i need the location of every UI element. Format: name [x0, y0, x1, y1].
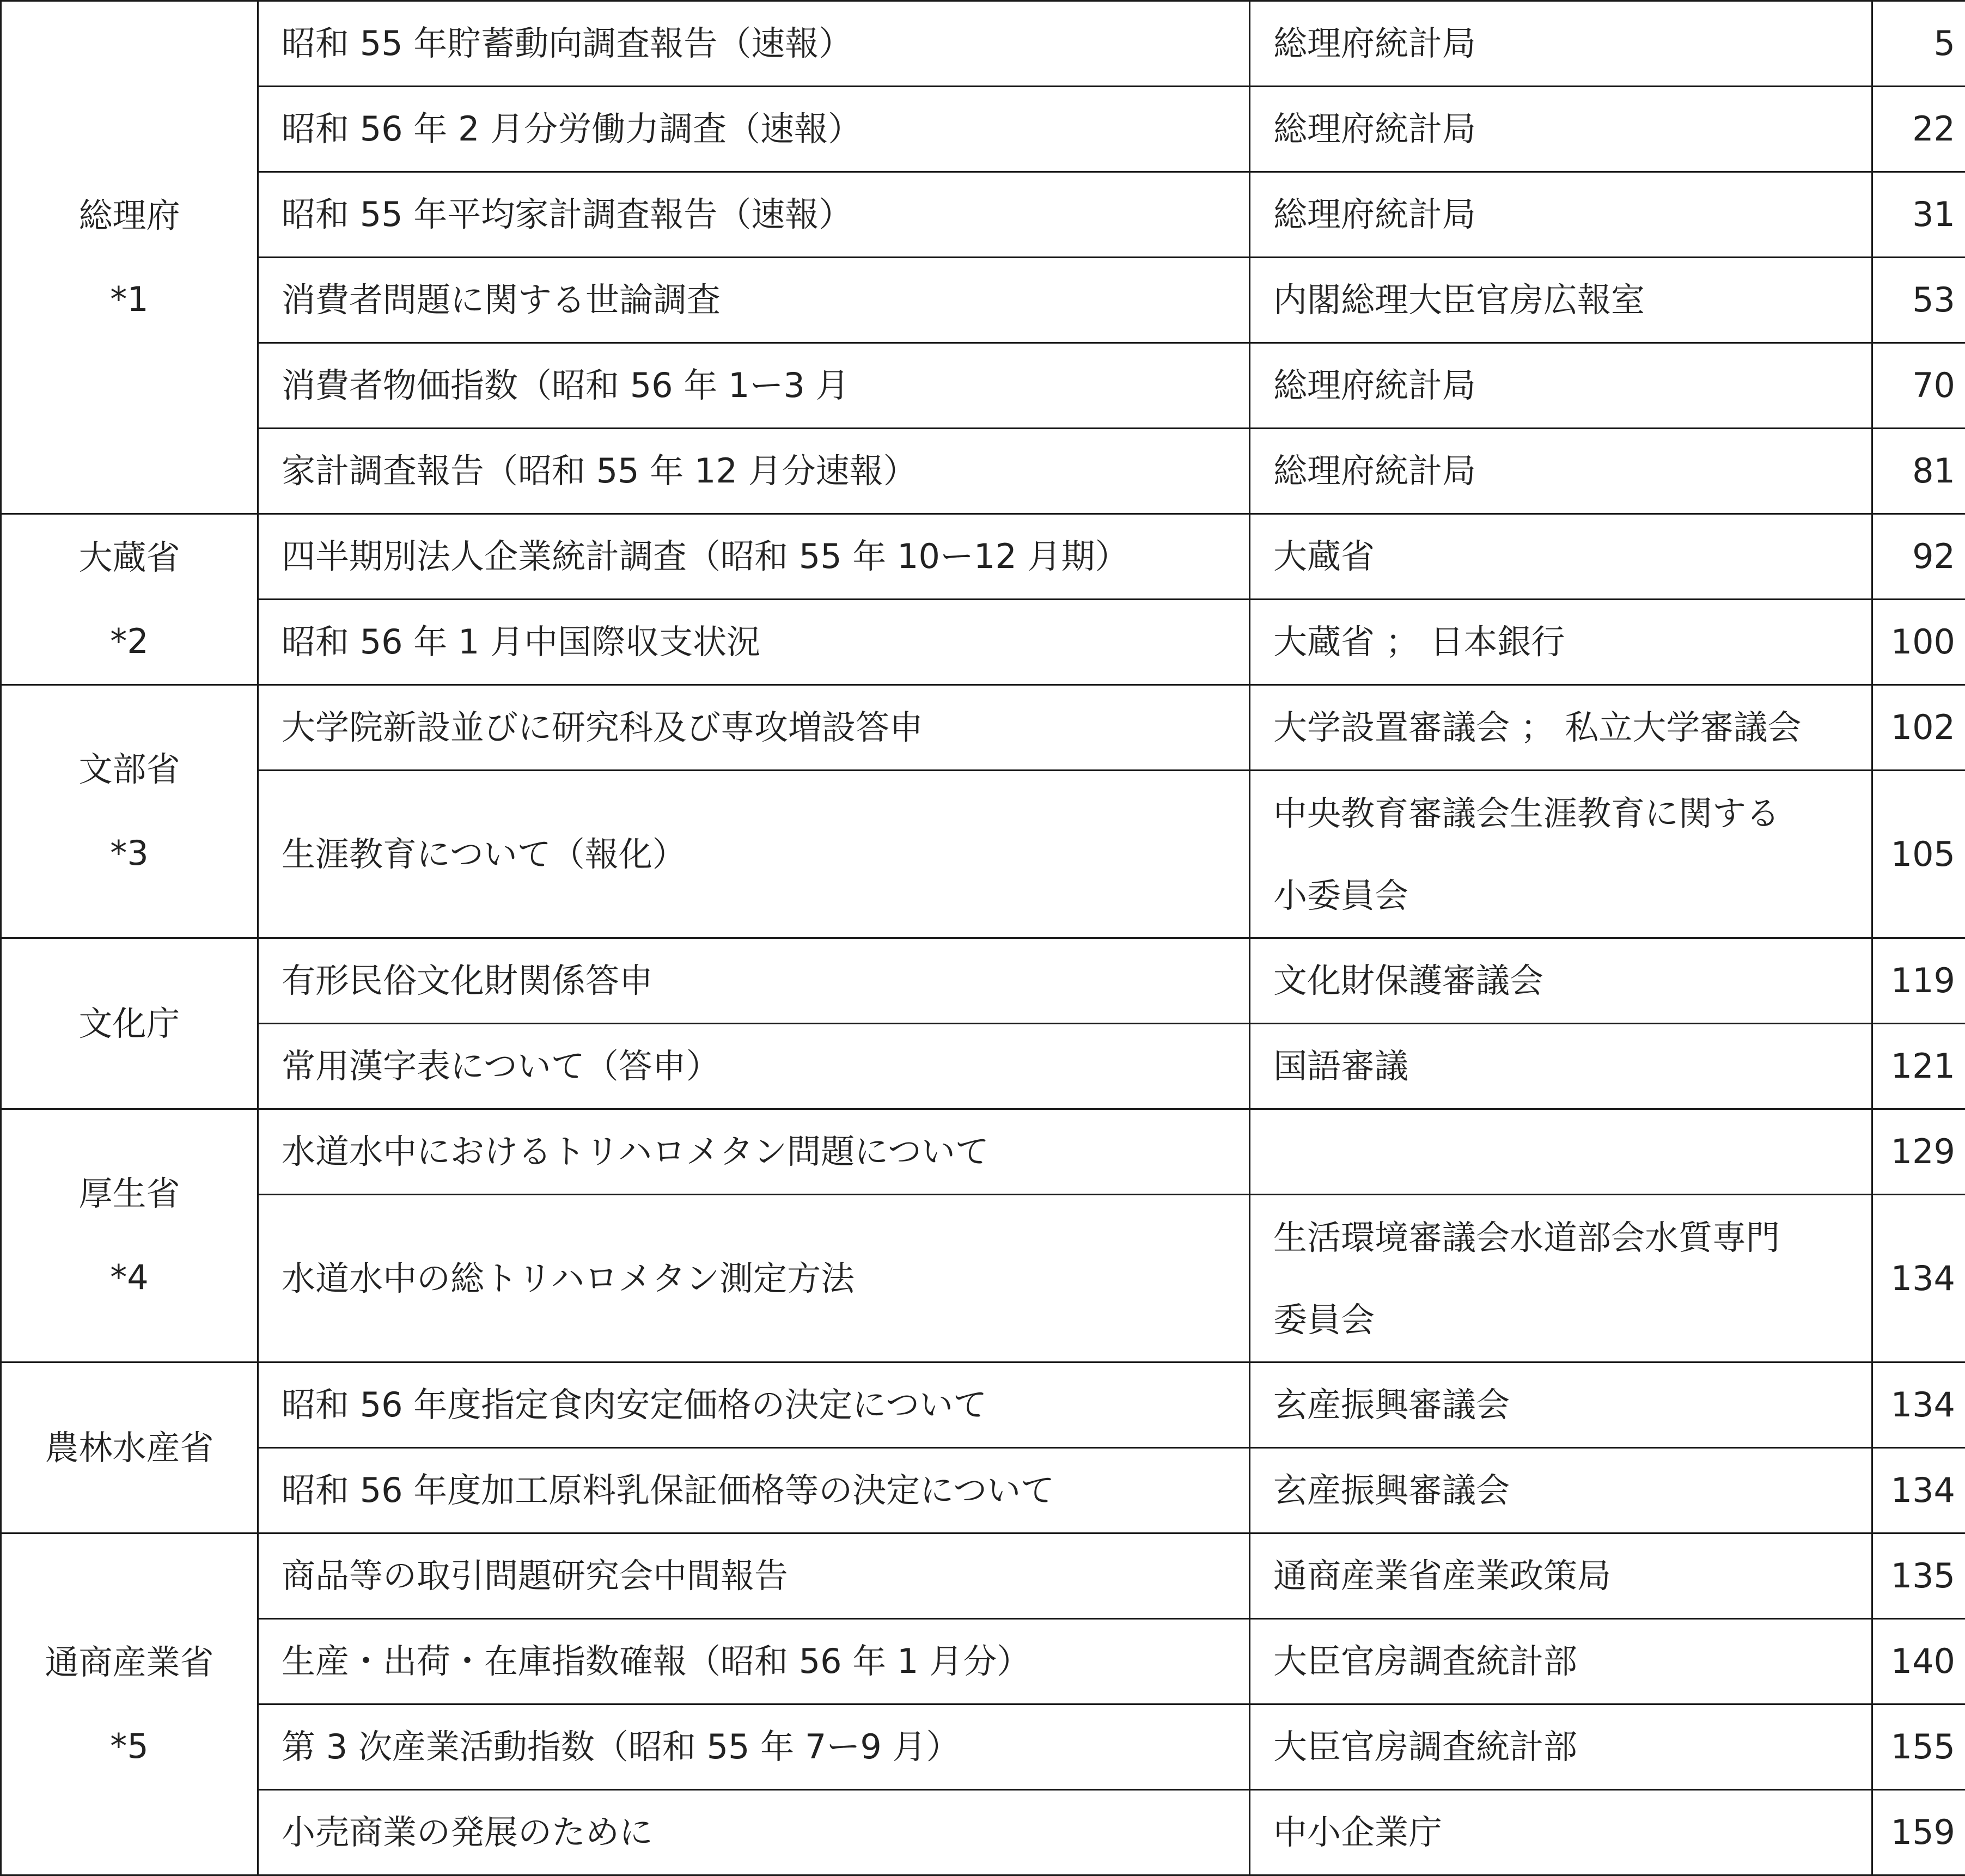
title-cell: 小売商業の発展のために: [258, 1790, 1250, 1875]
ministry-name: 通商産業省: [2, 1621, 257, 1704]
publisher-cell: 総理府統計局: [1250, 343, 1872, 429]
page-cell: 121: [1872, 1024, 1965, 1109]
ministry-cell: [1, 938, 258, 1109]
publisher-cell: 総理府統計局: [1250, 87, 1872, 172]
title-cell: 昭和 56 年 2 月分労働力調査（速報）: [258, 87, 1250, 172]
publisher-cell: 玄産振興審議会: [1250, 1448, 1872, 1533]
title-cell: 生涯教育について（報化）: [258, 771, 1250, 938]
ministry-cell: [1, 685, 258, 938]
table-row: [1, 938, 1965, 1024]
table-row: [1, 685, 1965, 771]
title-cell: 生産・出荷・在庫指数確報（昭和 56 年 1 月分）: [258, 1619, 1250, 1704]
page-cell: 155: [1872, 1704, 1965, 1790]
publisher-cell: 玄産振興審議会: [1250, 1362, 1872, 1448]
page-cell: 134: [1872, 1448, 1965, 1533]
table-row: [1, 1, 1965, 87]
ministry-name: 総理府: [2, 174, 257, 258]
title-cell: 大学院新設並びに研究科及び専攻増設答申: [258, 685, 1250, 771]
publisher-cell: 内閣総理大臣官房広報室: [1250, 258, 1872, 343]
ministry-note: *3: [2, 811, 257, 895]
publisher-cell: 大蔵省: [1250, 514, 1872, 600]
table-row: [1, 87, 1965, 172]
ministry-cell: [1, 1533, 258, 1875]
ministry-name: 文部省: [2, 728, 257, 811]
publisher-cell: 総理府統計局: [1250, 1, 1872, 87]
title-cell: 消費者問題に関する世論調査: [258, 258, 1250, 343]
ministry-name: 大蔵省: [2, 516, 257, 600]
table-row: [1, 1109, 1965, 1195]
ministry-cell: [1, 1362, 258, 1533]
table-row: [1, 1024, 1965, 1109]
table-row: [1, 1704, 1965, 1790]
page-cell: 70: [1872, 343, 1965, 429]
page-cell: 134: [1872, 1195, 1965, 1362]
publisher-cell: 大蔵省 ； 日本銀行: [1250, 600, 1872, 685]
page-cell: 5: [1872, 1, 1965, 87]
ministry-name: 文化庁: [2, 982, 257, 1066]
page-cell: 22: [1872, 87, 1965, 172]
page-cell: 105: [1872, 771, 1965, 938]
table-row: [1, 514, 1965, 600]
title-cell: 四半期別法人企業統計調査（昭和 55 年 10ー12 月期）: [258, 514, 1250, 600]
title-cell: 商品等の取引問題研究会中間報告: [258, 1533, 1250, 1619]
publisher-cell: 総理府統計局: [1250, 172, 1872, 258]
page-cell: 81: [1872, 429, 1965, 514]
title-cell: 昭和 56 年度指定食肉安定価格の決定について: [258, 1362, 1250, 1448]
publisher-cell: [1250, 1109, 1872, 1195]
page-cell: 53: [1872, 258, 1965, 343]
publisher-line: 小委員会: [1273, 854, 1871, 937]
publisher-cell: 大臣官房調査統計部: [1250, 1704, 1872, 1790]
table-row: [1, 429, 1965, 514]
title-cell: 水道水中におけるトリハロメタン問題について: [258, 1109, 1250, 1195]
ministry-note: *4: [2, 1236, 257, 1319]
table-row: [1, 600, 1965, 685]
page-cell: 159: [1872, 1790, 1965, 1875]
page-cell: 119: [1872, 938, 1965, 1024]
table-row: [1, 258, 1965, 343]
ministry-cell: [1, 514, 258, 685]
title-cell: 有形民俗文化財関係答申: [258, 938, 1250, 1024]
publisher-cell: [1250, 771, 1872, 938]
ministry-cell: [1, 1, 258, 514]
publisher-cell: 大学設置審議会 ； 私立大学審議会: [1250, 685, 1872, 771]
page-cell: 134: [1872, 1362, 1965, 1448]
title-cell: 消費者物価指数（昭和 56 年 1ー3 月: [258, 343, 1250, 429]
page-cell: 129: [1872, 1109, 1965, 1195]
publisher-cell: [1250, 1195, 1872, 1362]
table-row: [1, 343, 1965, 429]
publisher-line: 委員会: [1273, 1279, 1871, 1361]
table-row: [1, 771, 1965, 938]
ministry-note: *1: [2, 258, 257, 341]
title-cell: 家計調査報告（昭和 55 年 12 月分速報）: [258, 429, 1250, 514]
ministry-name: 農林水産省: [2, 1406, 257, 1490]
title-cell: 第 3 次産業活動指数（昭和 55 年 7ー9 月）: [258, 1704, 1250, 1790]
page-cell: 102: [1872, 685, 1965, 771]
ministry-cell: [1, 1109, 258, 1362]
table-row: [1, 1195, 1965, 1362]
publisher-cell: 中小企業庁: [1250, 1790, 1872, 1875]
page-cell: 140: [1872, 1619, 1965, 1704]
title-cell: 昭和 55 年貯蓄動向調査報告（速報）: [258, 1, 1250, 87]
title-cell: 常用漢字表について（答申）: [258, 1024, 1250, 1109]
publisher-cell: 通商産業省産業政策局: [1250, 1533, 1872, 1619]
title-cell: 昭和 55 年平均家計調査報告（速報）: [258, 172, 1250, 258]
publisher-cell: 文化財保護審議会: [1250, 938, 1872, 1024]
title-cell: 昭和 56 年 1 月中国際収支状況: [258, 600, 1250, 685]
table-row: [1, 172, 1965, 258]
ministry-name: 厚生省: [2, 1152, 257, 1236]
title-cell: 昭和 56 年度加工原料乳保証価格等の決定について: [258, 1448, 1250, 1533]
page-cell: 135: [1872, 1533, 1965, 1619]
table-row: [1, 1619, 1965, 1704]
publisher-cell: 総理府統計局: [1250, 429, 1872, 514]
page-cell: 31: [1872, 172, 1965, 258]
table-row: [1, 1790, 1965, 1875]
table-row: [1, 1362, 1965, 1448]
ministry-note: *5: [2, 1704, 257, 1788]
publisher-cell: 大臣官房調査統計部: [1250, 1619, 1872, 1704]
page-cell: 92: [1872, 514, 1965, 600]
publisher-cell: 国語審議: [1250, 1024, 1872, 1109]
page-cell: 100: [1872, 600, 1965, 685]
title-cell: 水道水中の総トリハロメタン測定方法: [258, 1195, 1250, 1362]
publisher-line: 中央教育審議会生涯教育に関する: [1273, 772, 1871, 854]
publisher-line: 生活環境審議会水道部会水質専門: [1273, 1196, 1871, 1279]
ministry-note: *2: [2, 600, 257, 683]
table-row: [1, 1533, 1965, 1619]
table-row: [1, 1448, 1965, 1533]
